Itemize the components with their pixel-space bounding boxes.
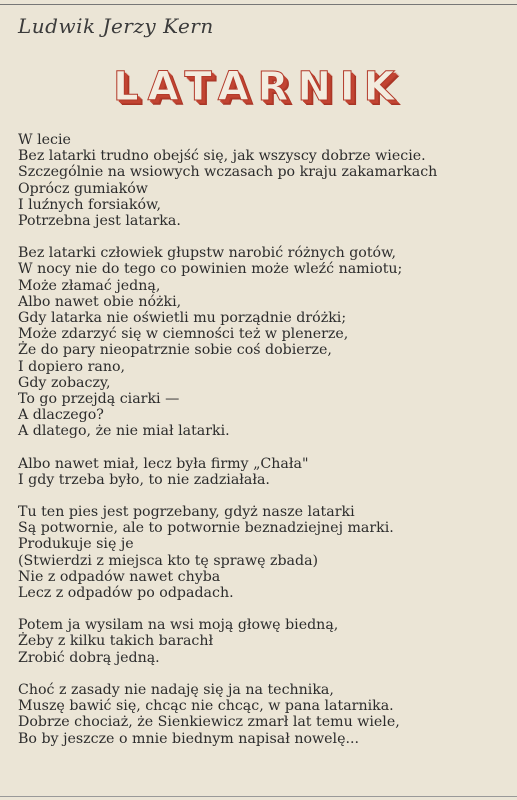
poem-line: A dlatego, że nie miał latarki. bbox=[18, 423, 230, 440]
poem-line: W lecie bbox=[18, 132, 71, 148]
top-rule bbox=[0, 4, 517, 5]
poem-line: Gdy latarka nie oświetli mu porządnie dróżki; bbox=[18, 310, 347, 327]
poem-line: Muszę bawić się, chcąc nie chcąc, w pana latarnika. bbox=[18, 698, 394, 715]
poem-line: Bo by jeszcze o mnie biednym napisał nowelę... bbox=[18, 730, 360, 747]
poem-line: Może złamać jedną, bbox=[18, 277, 161, 294]
poem-line: Lecz z odpadów po odpadach. bbox=[18, 585, 234, 602]
poem-line: Albo nawet miał, lecz była firmy „Chała" bbox=[18, 455, 309, 472]
stanza-2 bbox=[18, 245, 508, 439]
poem-line: Bez latarki trudno obejść się, jak wszyscy dobrze wiecie. bbox=[18, 148, 426, 165]
poem-line: I gdy trzeba było, to nie zadziałała. bbox=[18, 471, 270, 488]
poem-line: Że do pary nieopatrznie sobie coś dobierze, bbox=[18, 342, 332, 359]
stanza-3 bbox=[18, 456, 508, 488]
poem-line: Potrzebna jest latarka. bbox=[18, 213, 181, 230]
poem-line: W nocy nie do tego co powinien może wleźć namiotu; bbox=[18, 261, 403, 278]
poem-line: Może zdarzyć się w ciemności też w plenerze, bbox=[18, 326, 349, 343]
stanza-6 bbox=[18, 682, 508, 747]
poem-line: Produkuje się je bbox=[18, 536, 134, 553]
poem-line: Tu ten pies jest pogrzebany, gdyż nasze latarki bbox=[18, 504, 355, 521]
stanza-4 bbox=[18, 504, 508, 601]
poem-line: (Stwierdzi z miejsca kto tę sprawę zbada) bbox=[18, 552, 319, 569]
poem-line: Albo nawet obie nóżki, bbox=[18, 293, 182, 310]
poem-line: I dopiero rano, bbox=[18, 358, 126, 375]
stanza-5 bbox=[18, 617, 508, 666]
poem-line: Choć z zasady nie nadaję się ja na technika, bbox=[18, 681, 334, 698]
poem-line: A dlaczego? bbox=[18, 407, 104, 424]
poem-body bbox=[18, 132, 508, 763]
poem-line: Bez latarki człowiek głupstw narobić różnych gotów, bbox=[18, 245, 397, 262]
poem-line: Gdy zobaczy, bbox=[18, 374, 111, 391]
poem-title: LATARNIK bbox=[113, 64, 404, 110]
poem-line: Potem ja wysilam na wsi moją głowę biedną, bbox=[18, 617, 339, 634]
poem-line: Dobrze chociaż, że Sienkiewicz zmarł lat temu wiele, bbox=[18, 714, 400, 731]
poem-line: Nie z odpadów nawet chyba bbox=[18, 568, 221, 585]
poem-line: I luźnych forsiaków, bbox=[18, 196, 161, 213]
poem-line: Zrobić dobrą jedną. bbox=[18, 649, 160, 666]
poem-line: Żeby z kilku takich barachł bbox=[18, 633, 214, 650]
author-name: Ludwik Jerzy Kern bbox=[18, 14, 214, 38]
poem-line: To go przejdą ciarki — bbox=[18, 391, 180, 408]
poem-line: Oprócz gumiaków bbox=[18, 180, 148, 197]
stanza-1 bbox=[18, 132, 508, 229]
bottom-rule bbox=[0, 796, 517, 797]
poem-line: Są potwornie, ale to potwornie beznadziejnej marki. bbox=[18, 520, 394, 537]
poem-line: Szczególnie na wsiowych wczasach po kraju zakamarkach bbox=[18, 164, 438, 181]
